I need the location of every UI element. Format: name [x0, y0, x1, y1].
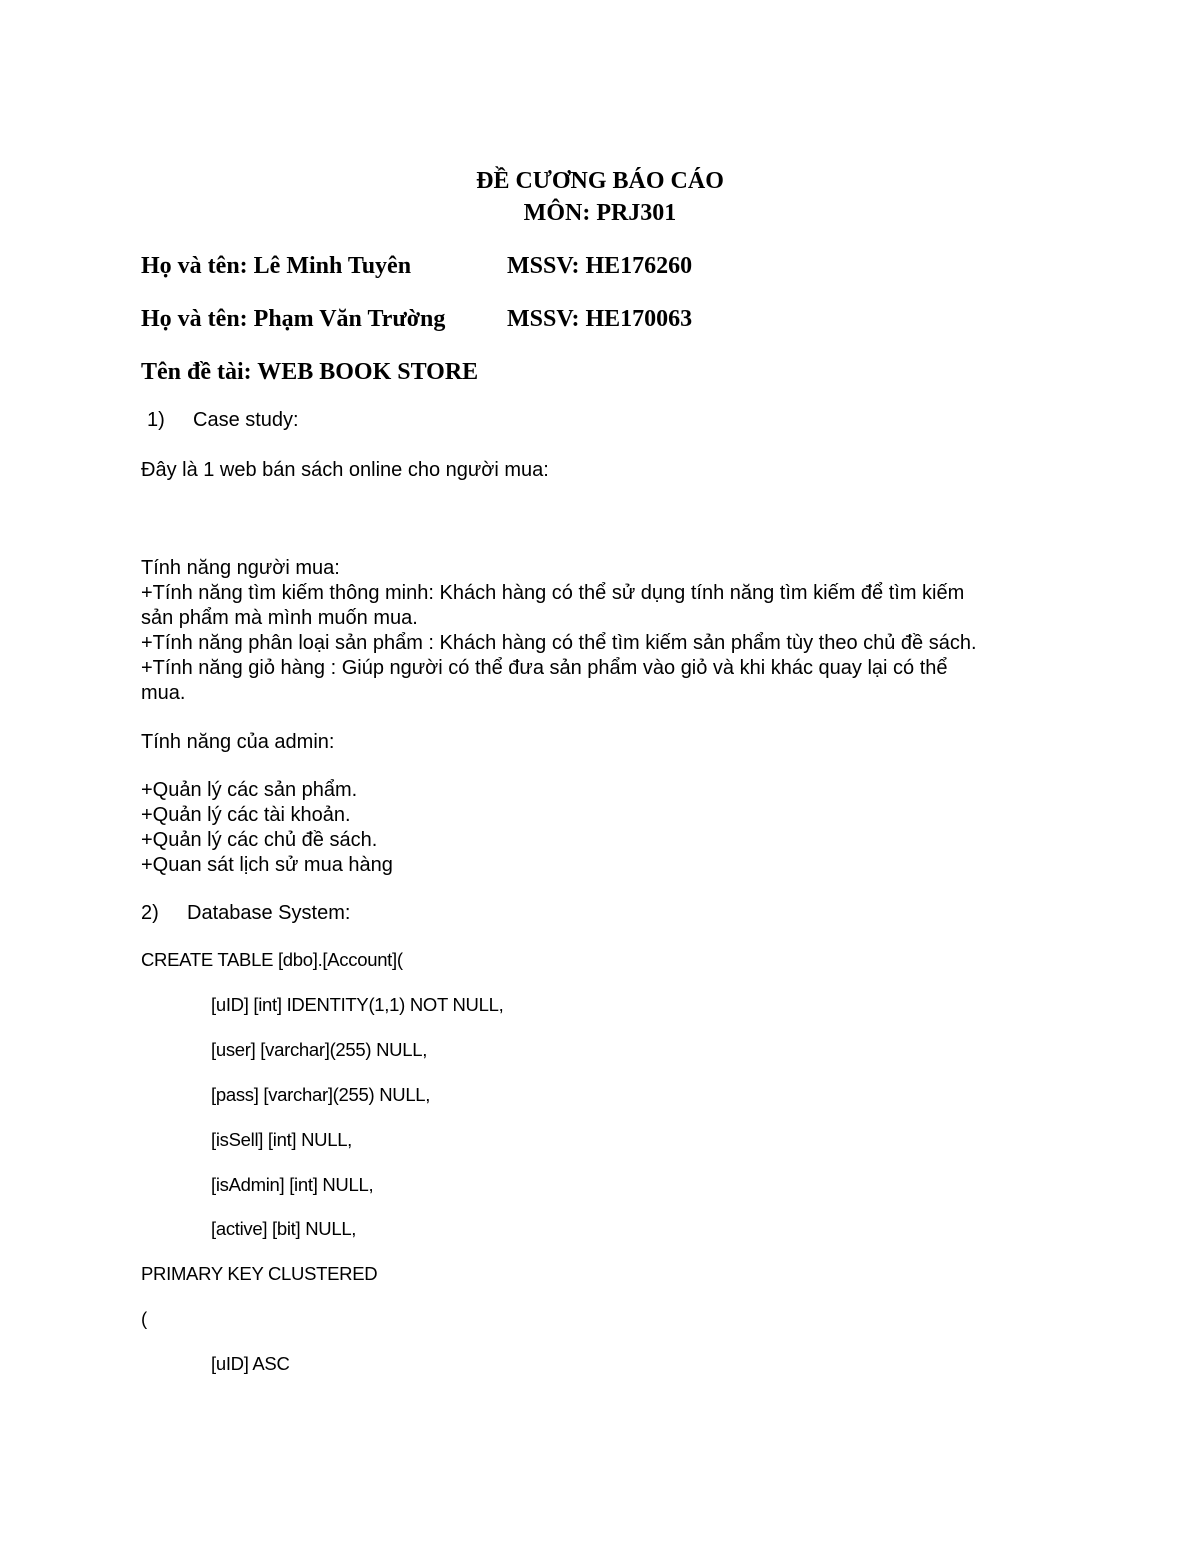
admin-features-heading: Tính năng của admin: — [141, 731, 335, 753]
student-1-id: MSSV: HE176260 — [507, 253, 693, 279]
student-1-name: Họ và tên: Lê Minh Tuyên — [141, 253, 412, 279]
sql-column: [uID] [int] IDENTITY(1,1) NOT NULL, — [211, 994, 504, 1015]
admin-feature-line: +Quản lý các chủ đề sách. — [141, 829, 378, 851]
student-2-name: Họ và tên: Phạm Văn Trường — [141, 306, 446, 332]
buyer-features — [141, 556, 977, 706]
buyer-feature-line: +Tính năng tìm kiếm thông minh: Khách hàng có thể sử dụng tính năng tìm kiếm để tìm kiếm — [141, 582, 965, 604]
sql-column: [isAdmin] [int] NULL, — [211, 1174, 374, 1195]
report-title: ĐỀ CƯƠNG BÁO CÁO — [476, 168, 724, 194]
admin-feature-line: +Quản lý các tài khoản. — [141, 804, 351, 826]
buyer-feature-line: mua. — [141, 682, 186, 704]
sql-column: [pass] [varchar](255) NULL, — [211, 1084, 431, 1105]
section-2-heading: Database System: — [187, 902, 351, 924]
sql-column: [active] [bit] NULL, — [211, 1218, 357, 1239]
sql-pk-column: [uID] ASC — [211, 1353, 290, 1374]
section-1-heading: Case study: — [193, 409, 299, 431]
buyer-feature-line: +Tính năng phân loại sản phẩm : Khách hàng có thể tìm kiếm sản phẩm tùy theo chủ đề sách. — [141, 632, 977, 654]
buyer-feature-line: sản phẩm mà mình muốn mua. — [141, 607, 418, 629]
buyer-features-heading: Tính năng người mua: — [141, 557, 340, 579]
sql-column: [user] [varchar](255) NULL, — [211, 1039, 428, 1060]
case-study-intro: Đây là 1 web bán sách online cho người mua: — [141, 459, 549, 481]
sql-create-table: CREATE TABLE [dbo].[Account]( — [141, 949, 403, 970]
section-2-number: 2) — [141, 902, 159, 924]
sql-primary-key: PRIMARY KEY CLUSTERED — [141, 1263, 378, 1284]
section-1-number: 1) — [147, 409, 165, 431]
admin-features — [141, 778, 393, 878]
admin-feature-line: +Quan sát lịch sử mua hàng — [141, 854, 393, 876]
course-code: MÔN: PRJ301 — [523, 200, 677, 226]
buyer-feature-line: +Tính năng giỏ hàng : Giúp người có thể đưa sản phẩm vào giỏ và khi khác quay lại có thể — [141, 657, 948, 679]
admin-feature-line: +Quản lý các sản phẩm. — [141, 779, 358, 801]
sql-open-paren: ( — [141, 1308, 147, 1329]
sql-column: [isSell] [int] NULL, — [211, 1129, 353, 1150]
student-2-id: MSSV: HE170063 — [507, 306, 693, 332]
topic-title: Tên đề tài: WEB BOOK STORE — [141, 359, 479, 385]
